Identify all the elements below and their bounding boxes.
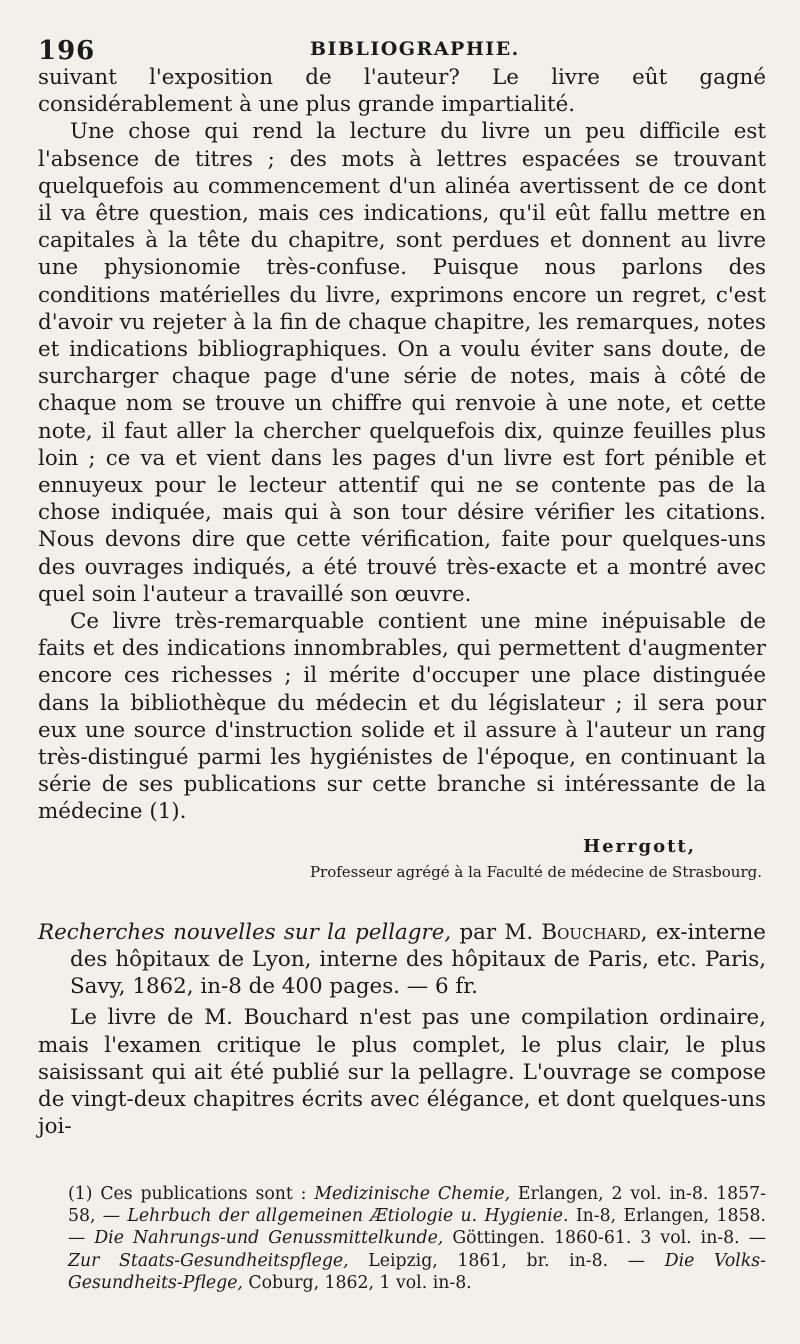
footnote-text: Leipzig, 1861, br. in-8. — (348, 1250, 665, 1271)
review-book-title: Recherches nouvelles sur la pellagre, (38, 919, 452, 945)
signature-title: Professeur agrégé à la Faculté de médecine de Strasbourg. (309, 862, 762, 881)
signature-name: Herrgott, (583, 835, 696, 857)
footnote-text: Coburg, 1862, 1 vol. in-8. (242, 1272, 472, 1293)
footnote-work: Die Nahrungs-und Genussmittelkunde, (94, 1228, 444, 1249)
footnote-work: Zur Staats-Gesundheitspflege, (68, 1250, 349, 1271)
running-head: BIBLIOGRAPHIE. (310, 38, 520, 60)
paragraph: suivant l'exposition de l'auteur? Le livre eût gagné considérablement à une plus grande impartialité. (38, 65, 766, 118)
footnote-work: Die Volks-Gesundheits-Pflege, (68, 1250, 767, 1293)
review-citation (38, 919, 766, 1001)
review-details: ex-interne des hôpitaux de Lyon, interne des hôpitaux de Paris, etc. Paris, Savy, 1862, in-8 de 400 pages. — 6 fr. (70, 919, 766, 1000)
review-by: par M. (451, 919, 542, 945)
footnote-intro: Ces publications sont : (92, 1184, 315, 1204)
paragraph: Ce livre très-remarquable contient une mine inépuisable de faits et des indications innombrables, qui permettent d'augmenter encore ces richesses ; il mérite d'occuper une place distinguée dans la bibliothèque du médecin et du législateur ; il sera pour eux une source d'instruction solide et il assure à l'auteur un rang très-distingué parmi les hygiénistes de l'époque, en continuant la série de ses publications sur cette branche si intéressante de la médecine (1). (38, 609, 766, 825)
review-author: Bouchard, (541, 919, 648, 945)
footnote-text: Erlangen, 2 vol. in-8. 1857-58, — (68, 1184, 767, 1227)
footnote-text: Göttingen. 1860-61. 3 vol. in-8. — (443, 1228, 766, 1249)
footnote (38, 1183, 766, 1294)
footnote-text: In-8, Erlangen, 1858. — (68, 1206, 766, 1249)
page-number: 196 (38, 36, 96, 66)
footnote-marker: (1) (68, 1184, 93, 1204)
main-text (38, 64, 766, 826)
footnote-work: Medizinische Chemie, (314, 1184, 511, 1204)
page-header (38, 34, 766, 64)
paragraph: Une chose qui rend la lecture du livre un peu difficile est l'absence de titres ; des mots à lettres espacées se trouvant quelquefois au commencement d'un alinéa avertissent de ce dont il va être question, mais ces indications, qu'il eût fallu mettre en capitales à la tête du chapitre, sont perdues et donnent au livre une physionomie très-confuse. Puisque nous parlons des conditions matérielles du livre, exprimons encore un regret, c'est d'avoir vu rejeter à la fin de chaque chapitre, les remarques, notes et indications bibliographiques. On a voulu éviter sans doute, de surcharger chaque page d'une série de notes, mais à côté de chaque nom se trouve un chiffre qui renvoie à une note, et cette note, il faut aller la chercher quelquefois dix, quinze feuilles plus loin ; ce va et vient dans les pages d'un livre est fort pénible et ennuyeux pour le lecteur attentif qui ne se contente pas de la chose indiquée, mais qui à son tour désire vérifier les citations. Nous devons dire que cette vérification, faite pour quelques-uns des ouvrages indiqués, a été trouvé très-exacte et a montré avec quel soin l'auteur a travaillé son œuvre. (38, 119, 766, 607)
book-review (38, 919, 766, 1141)
page (38, 34, 766, 1140)
footnote-work: Lehrbuch der allgemeinen Ætiologie u. Hygienie. (127, 1206, 569, 1227)
review-body: Le livre de M. Bouchard n'est pas une compilation ordinaire, mais l'examen critique le plus complet, le plus clair, le plus saisissant qui ait été publié sur la pellagre. L'ouvrage se compose de vingt-deux chapitres écrits avec élégance, et dont quelques-uns joi- (38, 1005, 766, 1140)
